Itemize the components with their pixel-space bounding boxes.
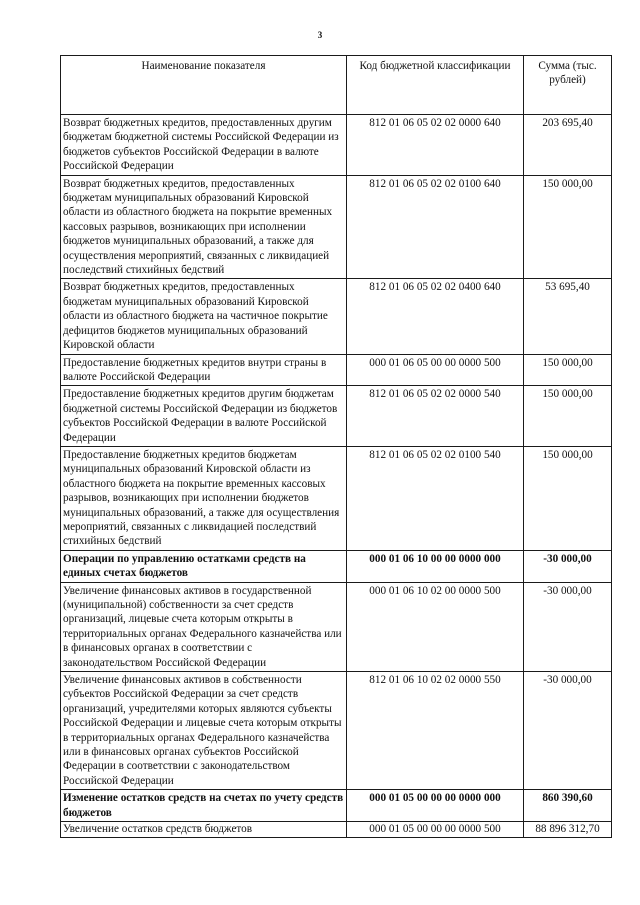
page-number: 3 bbox=[317, 30, 323, 40]
cell-code: 000 01 05 00 00 00 0000 000 bbox=[347, 790, 524, 822]
cell-sum: 53 695,40 bbox=[524, 279, 612, 354]
table-row bbox=[61, 582, 612, 671]
table-row bbox=[61, 446, 612, 550]
cell-code: 812 01 06 05 02 02 0400 640 bbox=[347, 279, 524, 354]
cell-code: 000 01 06 10 02 00 0000 500 bbox=[347, 582, 524, 671]
budget-sources-table bbox=[60, 55, 612, 838]
cell-sum: -30 000,00 bbox=[524, 582, 612, 671]
cell-code: 812 01 06 10 02 02 0000 550 bbox=[347, 672, 524, 790]
cell-code: 812 01 06 05 02 02 0100 540 bbox=[347, 446, 524, 550]
cell-sum: 150 000,00 bbox=[524, 446, 612, 550]
cell-name: Увеличение финансовых активов в государственной (муниципальной) собственности за счет средств организаций, лицевые счета которым открыты в территориальных органах Федерального казначейства или в финансовых органах в соответствии с законодательством Российской Федерации bbox=[61, 582, 347, 671]
cell-name: Предоставление бюджетных кредитов внутри страны в валюте Российской Федерации bbox=[61, 354, 347, 386]
table-row bbox=[61, 279, 612, 354]
cell-code: 812 01 06 05 02 02 0000 540 bbox=[347, 386, 524, 447]
table-row bbox=[61, 550, 612, 582]
table-row bbox=[61, 175, 612, 279]
cell-code: 812 01 06 05 02 02 0000 640 bbox=[347, 115, 524, 176]
table-row bbox=[61, 822, 612, 837]
cell-name: Предоставление бюджетных кредитов другим бюджетам бюджетной системы Российской Федерации из бюджетов субъектов Российской Федерации в валюте Российской Федерации bbox=[61, 386, 347, 447]
cell-sum: 150 000,00 bbox=[524, 354, 612, 386]
table-row bbox=[61, 115, 612, 176]
cell-name: Изменение остатков средств на счетах по учету средств бюджетов bbox=[61, 790, 347, 822]
header-sum: Сумма (тыс. рублей) bbox=[524, 56, 612, 115]
cell-code: 812 01 06 05 02 02 0100 640 bbox=[347, 175, 524, 279]
cell-sum: 860 390,60 bbox=[524, 790, 612, 822]
cell-name: Предоставление бюджетных кредитов бюджетам муниципальных образований Кировской области из областного бюджета на покрытие временных кассовых разрывов, возникающих при исполнении бюджетов муниципальных образований, а также для осуществления мероприятий, связанных с ликвидацией последствий стихийных бедствий bbox=[61, 446, 347, 550]
table-row bbox=[61, 354, 612, 386]
header-name: Наименование показателя bbox=[61, 56, 347, 115]
cell-code: 000 01 05 00 00 00 0000 500 bbox=[347, 822, 524, 837]
cell-sum: -30 000,00 bbox=[524, 550, 612, 582]
table-header-row bbox=[61, 56, 612, 115]
cell-sum: 150 000,00 bbox=[524, 386, 612, 447]
cell-sum: 150 000,00 bbox=[524, 175, 612, 279]
table-row bbox=[61, 672, 612, 790]
cell-code: 000 01 06 10 00 00 0000 000 bbox=[347, 550, 524, 582]
cell-name: Операции по управлению остатками средств на единых счетах бюджетов bbox=[61, 550, 347, 582]
cell-sum: -30 000,00 bbox=[524, 672, 612, 790]
cell-name: Увеличение финансовых активов в собственности субъектов Российской Федерации за счет средств организаций, учредителями которых являются субъекты Российской Федерации и лицевые счета которым открыты в территориальных органах Федерального казначейства или в финансовых органах субъектов Российской Федерации в соответствии с законодательством Российской Федерации bbox=[61, 672, 347, 790]
table-row bbox=[61, 790, 612, 822]
cell-name: Возврат бюджетных кредитов, предоставленных другим бюджетам бюджетной системы Российской Федерации из бюджетов субъектов Российской Федерации в валюте Российской Федерации bbox=[61, 115, 347, 176]
cell-name: Возврат бюджетных кредитов, предоставленных бюджетам муниципальных образований Кировской области из областного бюджета на покрытие временных кассовых разрывов, возникающих при исполнении бюджетов муниципальных образований, а также для осуществления мероприятий, связанных с ликвидацией последствий стихийных бедствий bbox=[61, 175, 347, 279]
table-body bbox=[61, 115, 612, 838]
cell-sum: 88 896 312,70 bbox=[524, 822, 612, 837]
table-row bbox=[61, 386, 612, 447]
cell-code: 000 01 06 05 00 00 0000 500 bbox=[347, 354, 524, 386]
cell-name: Увеличение остатков средств бюджетов bbox=[61, 822, 347, 837]
header-code: Код бюджетной классификации bbox=[347, 56, 524, 115]
cell-name: Возврат бюджетных кредитов, предоставленных бюджетам муниципальных образований Кировской области из областного бюджета на частичное покрытие дефицитов бюджетов муниципальных образований Кировской области bbox=[61, 279, 347, 354]
cell-sum: 203 695,40 bbox=[524, 115, 612, 176]
